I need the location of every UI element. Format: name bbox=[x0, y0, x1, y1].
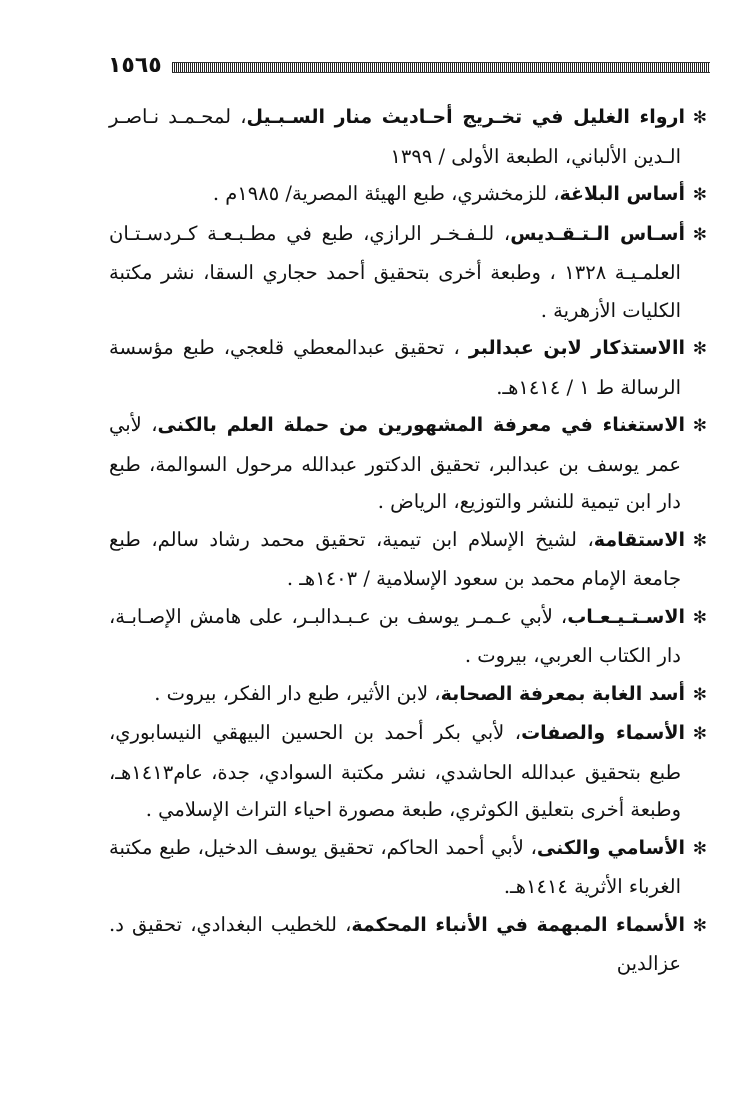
page-number: ١٥٦٥ bbox=[108, 52, 162, 78]
entry-title: االاستذكار لابن عبدالبر bbox=[468, 337, 685, 359]
bibliography-entry bbox=[109, 675, 707, 715]
entry-title: أسد الغابة بمعرفة الصحابة bbox=[440, 682, 685, 705]
entry-title: الأسماء والصفات bbox=[521, 722, 685, 744]
entry-title: الأسماء المبهمة في الأنباء المحكمة bbox=[351, 913, 685, 936]
header-rule bbox=[172, 62, 710, 73]
entry-title: الأسامي والكنى bbox=[536, 836, 685, 859]
bibliography-entry bbox=[109, 215, 707, 330]
bibliography-entry bbox=[109, 175, 707, 215]
bibliography-entry bbox=[109, 98, 707, 175]
entry-details: ، لمحـمـد نـاصـر الـدين الألباني، الطبعة الأولى / ١٣٩٩ bbox=[109, 105, 681, 168]
entry-details: ، لأبي عـمـر يوسف بن عـبـدالبـر، على هامش الإصـابـة، دار الكتاب العربي، بيروت . bbox=[109, 604, 681, 667]
entry-details: ، لأبي عمر يوسف بن عبدالبر، تحقيق الدكتور عبدالله مرحول السوالمة، طبع دار ابن تيمية للنشر والتوزيع، الرياض . bbox=[109, 413, 681, 513]
asterisk-icon: ✻ bbox=[692, 339, 707, 359]
entry-title: أسـاس الـتـقـديس bbox=[510, 222, 685, 245]
bibliography-entry bbox=[109, 829, 707, 906]
asterisk-icon: ✻ bbox=[692, 684, 707, 705]
entry-details: ، تحقيق عبدالمعطي قلعجي، طبع مؤسسة الرسالة ط ١ / ١٤١٤هـ. bbox=[109, 336, 681, 399]
entry-details: ، لشيخ الإسلام ابن تيمية، تحقيق محمد رشاد سالم، طبع جامعة الإمام محمد بن سعود الإسلامية / ١٤٠٣هـ . bbox=[109, 527, 681, 590]
bibliography-list bbox=[109, 98, 707, 983]
page-header bbox=[108, 48, 710, 82]
asterisk-icon: ✻ bbox=[692, 108, 707, 128]
entry-details: ، لأبي أحمد الحاكم، تحقيق يوسف الدخيل، طبع مكتبة الغرباء الأثرية ١٤١٤هـ. bbox=[109, 835, 681, 898]
bibliography-entry bbox=[109, 906, 707, 983]
entry-title: الاستغناء في معرفة المشهورين من حملة العلم بالكنى bbox=[157, 414, 686, 436]
asterisk-icon: ✻ bbox=[692, 838, 707, 859]
asterisk-icon: ✻ bbox=[692, 915, 707, 936]
entry-details: ، للخطيب البغدادي، تحقيق د. عزالدين bbox=[109, 912, 681, 975]
asterisk-icon: ✻ bbox=[692, 530, 707, 551]
entry-title: ارواء الغليل في تخـريج أحـاديث منار السـبـيل bbox=[246, 106, 685, 128]
entry-details: ، لابن الأثير، طبع دار الفكر، بيروت . bbox=[154, 681, 441, 705]
entry-title: الاسـتـيـعـاب bbox=[567, 605, 685, 628]
asterisk-icon: ✻ bbox=[692, 185, 707, 205]
asterisk-icon: ✻ bbox=[692, 607, 707, 628]
entry-title: أساس البلاغة bbox=[559, 183, 685, 205]
entry-details: ، لأبي بكر أحمد بن الحسين البيهقي النيسابوري، طبع بتحقيق عبدالله الحاشدي، نشر مكتبة السوادي، جدة، عام١٤١٣هـ، وطبعة أخرى بتعليق الكوثري، طبعة مصورة احياء التراث الإسلامي . bbox=[109, 721, 681, 821]
asterisk-icon: ✻ bbox=[692, 224, 707, 245]
bibliography-entry bbox=[109, 598, 707, 675]
entry-details: ، للـفـخـر الرازي، طبع في مطـبـعـة كـردسـتـان العلمـيـة ١٣٢٨ ، وطبعة أخرى بتحقيق أحمد حجاري السقا، نشر مكتبة الكليات الأزهرية . bbox=[109, 221, 681, 322]
entry-details: ، للزمخشري، طبع الهيئة المصرية/ ١٩٨٥م . bbox=[212, 182, 560, 205]
entry-title: الاستقامة bbox=[593, 528, 685, 551]
asterisk-icon: ✻ bbox=[692, 724, 707, 744]
asterisk-icon: ✻ bbox=[692, 416, 708, 436]
bibliography-entry bbox=[109, 329, 707, 406]
bibliography-entry bbox=[109, 714, 707, 829]
bibliography-entry bbox=[109, 521, 707, 598]
bibliography-entry bbox=[109, 406, 707, 521]
